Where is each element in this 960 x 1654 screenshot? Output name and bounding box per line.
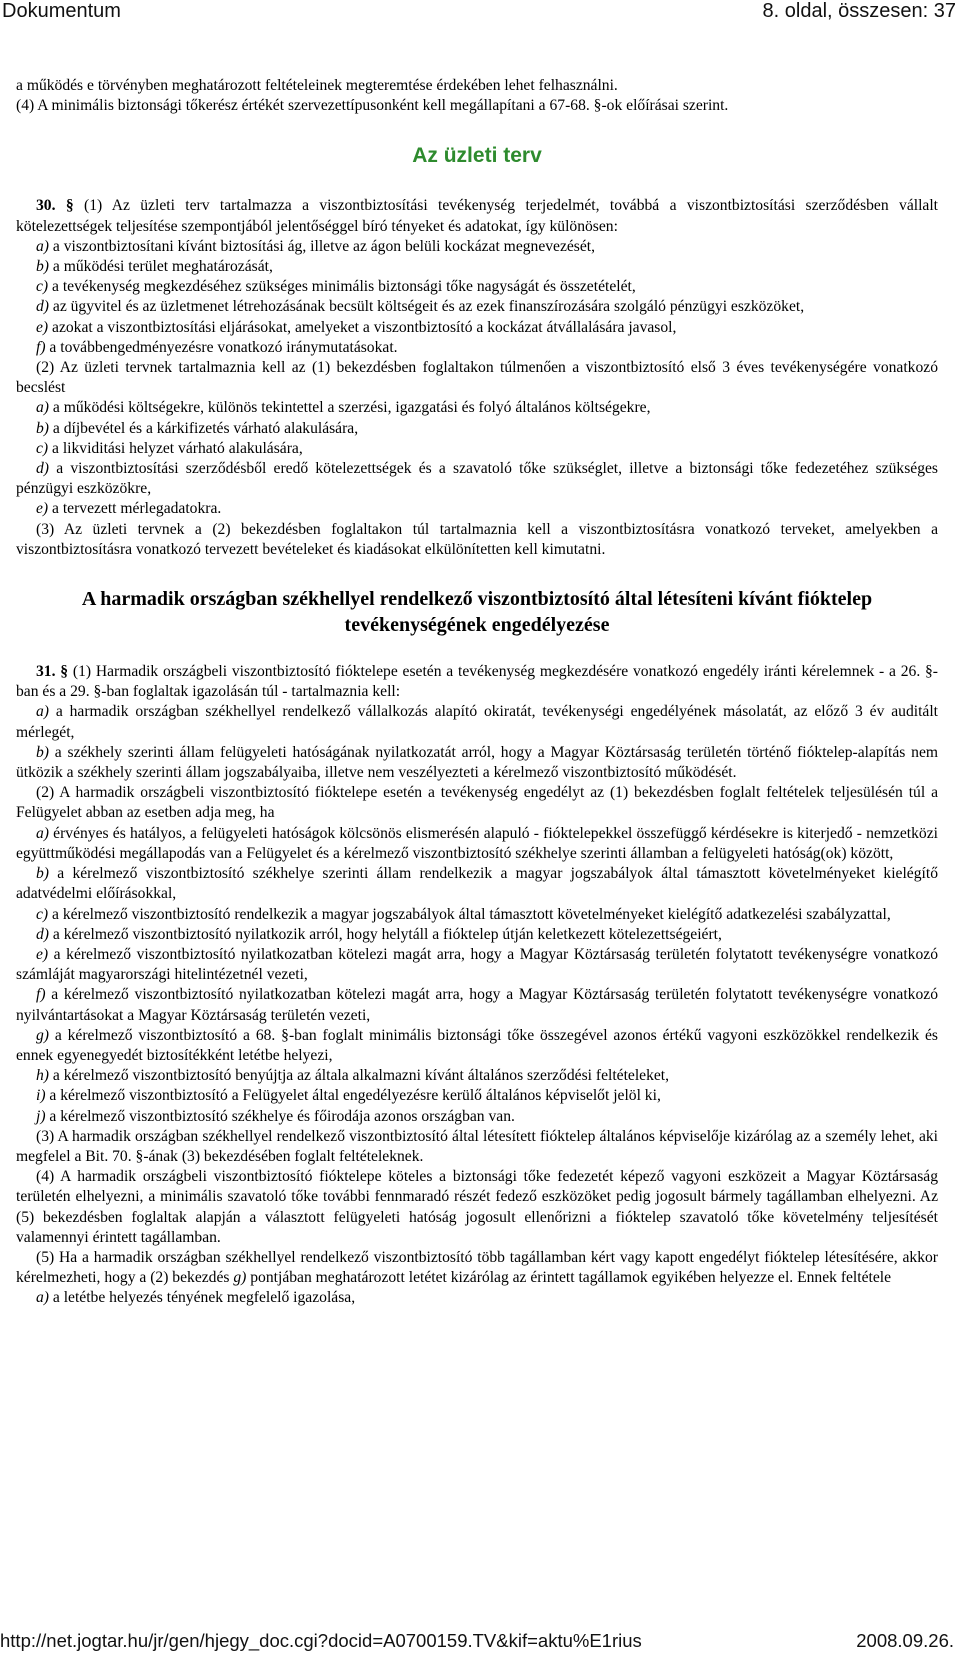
paragraph-text: (1) Harmadik országbeli viszontbiztosító fióktelepe esetén a tevékenység megkezdésére vonatkozó engedély iránti kérelemnek - a 26. §-ban és a 29. §-ban foglaltak igazolásán túl - tartalmaznia kell:: [16, 663, 939, 701]
list-item: [16, 1026, 938, 1066]
item-text: a székhely szerinti állam felügyeleti hatóságának nyilatkozatát arról, hogy a Magyar Köztársaság területén történő fióktelep-alapítás nem ütközik a székhely szerinti állam jogszabályaiba, illetve nem veszélyezteti a kérelmező viszontbiztosító működését.: [16, 743, 938, 782]
list-item: [16, 257, 938, 277]
item-letter: d): [36, 925, 49, 943]
paragraph: (4) A harmadik országbeli viszontbiztosító fióktelepe köteles a biztonsági tőke fedezetét képező vagyoni eszközeit a Magyar Köztársaság területén elhelyezni, a minimális szavatoló tőke további fennmaradó részét fedező eszközöket pedig jogosult bármely tagállamban elhelyezni. Az (5) bekezdésben foglaltak alapján a választott felügyeleti hatóság jogosult ellenőrizni a fióktelep szavatoló tőke követelmény teljesítését valamennyi érintett tagállamban.: [16, 1168, 938, 1246]
page-footer: [0, 1630, 960, 1654]
item-text: a harmadik országban székhellyel rendelkező vállalkozás alapító okiratát, tevékenységi engedélyének másolatát, az előző 3 év auditált mérlegét,: [16, 703, 938, 741]
item-letter: a): [36, 237, 49, 255]
item-text: a továbbengedményezésre vonatkozó iránymutatásokat.: [45, 338, 398, 356]
item-letter: b): [36, 743, 49, 761]
header-title: Dokumentum: [2, 0, 121, 22]
item-text: a díjbevétel és a kárkifizetés várható alakulására,: [49, 419, 359, 437]
item-text: a kérelmező viszontbiztosító a 68. §-ban foglalt minimális biztonsági tőke összegével azonos értékű vagyoni eszközökkel rendelkezik és ennek egyenegyedét biztosítékként letétbe helyezi,: [16, 1026, 938, 1064]
footer-date: 2008.09.26.: [856, 1630, 954, 1651]
item-letter: d): [36, 460, 49, 478]
list-item: [16, 925, 938, 945]
item-text: az ügyvitel és az üzletmenet létrehozásának becsült költségeit és az ezek finanszírozására szolgáló pénzügyi eszközöket,: [49, 298, 805, 316]
item-text: a működési terület meghatározását,: [49, 258, 273, 276]
list-item: [16, 277, 938, 297]
list-item: [16, 702, 938, 742]
list-item: [16, 985, 938, 1025]
item-text: érvényes és hatályos, a felügyeleti hatóságok kölcsönös elismerésén alapuló - fióktelepekkel összefüggő kérdésekre is kiterjedő - nemzetközi együttműködési megállapodás van a Felügyelet és a kérelmező viszontbiztosító székhelye szerinti államban a felügyeleti hatóság(ok) között,: [16, 824, 938, 862]
item-text: a tevékenység megkezdéséhez szükséges minimális biztonsági tőke nagyságát és összetételét,: [48, 278, 636, 296]
item-letter: j): [36, 1107, 46, 1125]
item-letter: i): [36, 1087, 46, 1105]
paragraph: (3) A harmadik országban székhellyel rendelkező viszontbiztosító által létesített fióktelep általános képviselője kizárólag az a személy lehet, aki megfelel a Bit. 70. §-ának (3) bekezdésében foglalt feltételeknek.: [16, 1127, 938, 1165]
list-item: [16, 398, 938, 418]
item-letter: b): [36, 865, 49, 883]
item-text: a letétbe helyezés tényének megfelelő igazolása,: [49, 1289, 356, 1307]
paragraph: (2) Az üzleti tervnek tartalmaznia kell az (1) bekezdésben foglaltakon túlmenően a viszontbiztosító első 3 éves tevékenységére vonatkozó becslést: [16, 359, 938, 397]
paragraph: (2) A harmadik országbeli viszontbiztosító fióktelepe esetén a tevékenység engedélyt az (1) bekezdésben foglalt feltételek teljesülésén túl a Felügyelet abban az esetben adja meg, ha: [16, 784, 938, 822]
list-item: [16, 864, 938, 904]
list-item: [16, 439, 938, 459]
item-letter: g): [36, 1026, 49, 1044]
item-letter: e): [36, 500, 49, 518]
item-letter: b): [36, 419, 49, 437]
list-item: [16, 1066, 938, 1086]
list-item: [16, 318, 938, 338]
item-letter: b): [36, 258, 49, 276]
paragraph-text: pontjában meghatározott letétet kizárólag az érintett tagállamok egyikében helyezze el. Ennek feltétele: [246, 1269, 892, 1287]
item-letter: g): [233, 1269, 247, 1287]
item-letter: a): [36, 399, 49, 417]
item-text: a működési költségekre, különös tekintettel a szerzési, igazgatási és folyó általános költségekre,: [49, 399, 651, 417]
item-letter: e): [36, 945, 49, 963]
list-item: [16, 1288, 938, 1308]
item-text: a viszontbiztosítási szerződésből eredő kötelezettségek és a szavatoló tőke szükséglet, illetve a biztonsági tőke fedezetéhez szükséges pénzügyi eszközökre,: [16, 460, 938, 498]
paragraph-text: (1) Az üzleti terv tartalmazza a viszontbiztosítási tevékenység terjedelmét, továbbá a viszontbiztosítási szerződésben vállalt kötelezettségek teljesítése szempontjából jelentőséggel bíró tényeket és adatokat, így különösen:: [16, 197, 938, 235]
item-letter: c): [36, 905, 49, 923]
paragraph: (3) Az üzleti tervnek a (2) bekezdésben foglaltakon túl tartalmaznia kell a viszontbiztosításra vonatkozó terveket, amelyekben a viszontbiztosításra vonatkozó tervezett bevételeket és kiadásokat elkülönítetten kell kimutatni.: [16, 520, 938, 558]
paragraph: [16, 1248, 938, 1288]
item-letter: f): [36, 986, 46, 1004]
item-text: a viszontbiztosítani kívánt biztosítási ág, illetve az ágon belüli kockázat megnevezését,: [49, 237, 596, 255]
list-item: [16, 905, 938, 925]
list-item: [16, 237, 938, 257]
item-text: a kérelmező viszontbiztosító benyújtja az általa alkalmazni kívánt általános szerződési feltételeket,: [49, 1067, 670, 1085]
item-letter: e): [36, 318, 49, 336]
list-item: [16, 297, 938, 317]
item-text: a tervezett mérlegadatokra.: [48, 500, 222, 518]
item-text: a kérelmező viszontbiztosító nyilatkozatban kötelezi magát arra, hogy a Magyar Köztársaság területén folytatott tevékenységre vonatkozó számláját magyarországi hitelintézetnél vezeti,: [16, 945, 938, 984]
list-item: [16, 338, 938, 358]
document-body: [16, 76, 938, 1309]
list-item: [16, 743, 938, 783]
item-text: a kérelmező viszontbiztosító székhelye szerinti állam rendelkezik a magyar jogszabályok által támasztott követelményeket kielégítő adatvédelmi előírásokkal,: [16, 865, 938, 903]
paragraph-text: (5) Ha a harmadik országban székhellyel rendelkező viszontbiztosító több tagállamban kért vagy kapott engedélyt fióktelep létesítésére, akkor kérelmezheti, hogy a (2) bekezdés: [16, 1248, 938, 1287]
item-letter: h): [36, 1067, 49, 1085]
list-item: [16, 1107, 938, 1127]
paragraph: a működés e törvényben meghatározott feltételeinek megteremtése érdekében lehet felhasználni.: [16, 77, 618, 94]
item-letter: d): [36, 298, 49, 316]
section-paragraph: [16, 196, 938, 236]
list-item: [16, 459, 938, 499]
footer-url[interactable]: http://net.jogtar.hu/jr/gen/hjegy_doc.cgi?docid=A0700159.TV&kif=aktu%E1rius: [0, 1630, 642, 1651]
item-text: a kérelmező viszontbiztosító a Felügyelet által engedélyezésre kerülő általános képviselőt jelöl ki,: [45, 1087, 661, 1105]
section-heading: A harmadik országban székhellyel rendelkező viszontbiztosító által létesíteni kívánt fióktelep tevékenységének engedélyezése: [81, 588, 873, 637]
list-item: [16, 945, 938, 985]
section-heading: Az üzleti terv: [412, 144, 542, 168]
item-text: a kérelmező viszontbiztosító nyilatkozik arról, hogy helytáll a fióktelep útján keletkezett kötelezettségeiért,: [49, 925, 722, 943]
item-letter: a): [36, 824, 49, 842]
item-letter: c): [36, 439, 49, 457]
list-item: [16, 499, 938, 519]
item-text: azokat a viszontbiztosítási eljárásokat, amelyeket a viszontbiztosító a kockázat átvállalására javasol,: [48, 318, 677, 336]
item-letter: c): [36, 278, 49, 296]
page-header: [0, 0, 960, 26]
item-text: a kérelmező viszontbiztosító székhelye és főirodája azonos országban van.: [45, 1107, 515, 1125]
list-item: [16, 824, 938, 864]
item-text: a kérelmező viszontbiztosító nyilatkozatban kötelezi magát arra, hogy a Magyar Köztársaság területén folytatott tevékenységre vonatkozó nyilvántartásokat a Magyar Köztársaság területén vezeti,: [16, 986, 938, 1024]
list-item: [16, 419, 938, 439]
section-paragraph: [16, 662, 938, 702]
header-page-count: 8. oldal, összesen: 37: [762, 0, 956, 22]
item-letter: f): [36, 338, 46, 356]
item-letter: a): [36, 703, 49, 721]
item-letter: a): [36, 1289, 49, 1307]
item-text: a likviditási helyzet várható alakulására,: [48, 439, 303, 457]
list-item: [16, 1086, 938, 1106]
item-text: a kérelmező viszontbiztosító rendelkezik a magyar jogszabályok által támasztott követelményeket kielégítő adatkezelési szabályzattal,: [48, 905, 891, 923]
paragraph: (4) A minimális biztonsági tőkerész értékét szervezettípusonként kell megállapítani a 67-68. §-ok előírásai szerint.: [16, 97, 729, 115]
section-number: 31. §: [36, 663, 69, 681]
section-number: 30. §: [36, 197, 74, 215]
